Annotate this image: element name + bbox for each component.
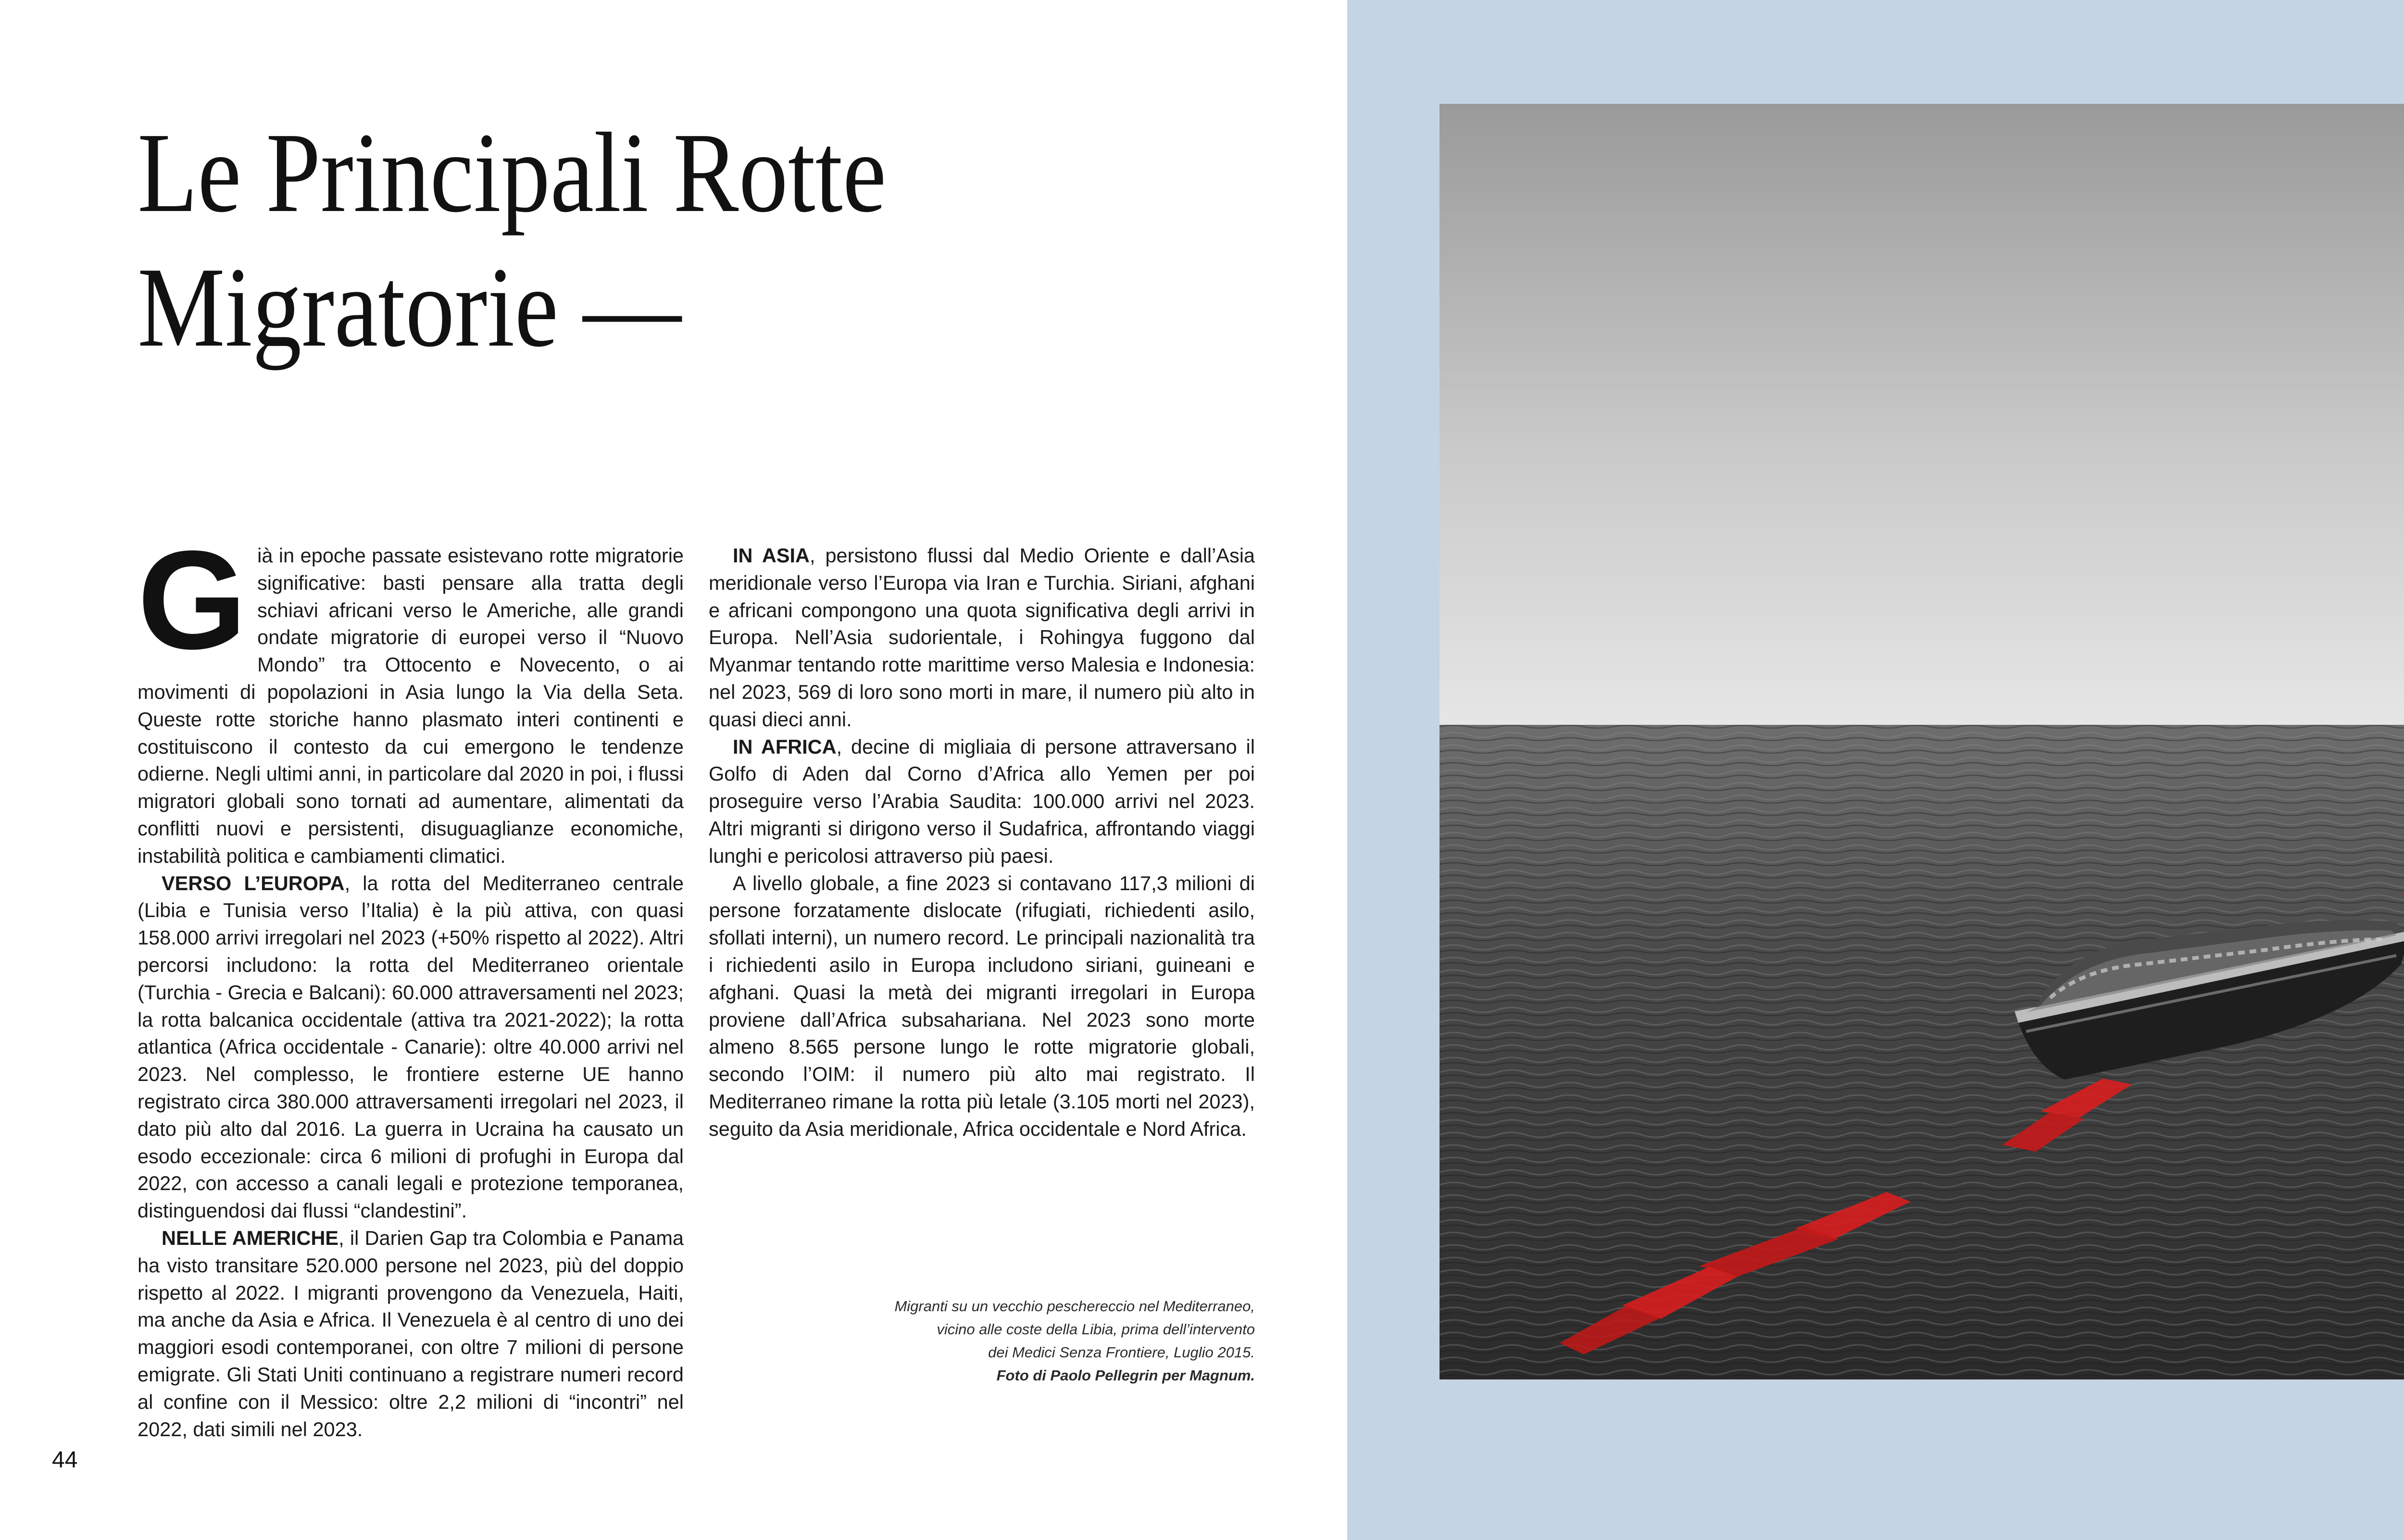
europe-text: , la rotta del Mediterraneo centrale (Libia e Tunisia verso l’Italia) è la più attiva, con quasi 158.000 arrivi irregolari nel 2023 (+50% rispetto al 2022). Altri percorsi includono: la rotta del Mediterraneo orientale (Turchia - Grecia e Balcani): 60.000 attraversamenti nel 2023; la rotta balcanica occidentale (attiva tra 2021-2022); la rotta atlantica (Africa occidentale - Canarie): oltre 40.000 arrivi nel 2023. Nel complesso, le frontiere esterne UE hanno registrato circa 380.000 attraversamenti irregolari nel 2023, il dato più alto dal 2016. La guerra in Ucraina ha causato un esodo eccezionale: circa 6 milioni di profughi in Europa dal 2022, con accesso a canali legali e protezione temporanea, distinguendosi dai flussi “clandestini”. bbox=[138, 871, 684, 1222]
sea-waves bbox=[1440, 725, 2404, 1379]
intro-text: ià in epoche passate esistevano rotte migratorie significative: basti pensare alla tratta degli schiavi africani verso le Americhe, alle grandi ondate migratorie di europei verso il “Nuovo Mondo” tra Ottocento e Novecento, o ai movimenti di popolazioni in Asia lungo la Via della Seta. Queste rotte storiche hanno plasmato interi continenti e costituiscono il contesto da cui emergono le tendenze odierne. Negli ultimi anni, in particolare dal 2020 in poi, i flussi migratori globali sono tornati ad aumentare, alimentati da conflitti nuovi e persistenti, disuguaglianze economiche, instabilità politica e cambiamenti climatici. bbox=[138, 544, 684, 867]
americas-paragraph bbox=[138, 1225, 684, 1443]
global-paragraph: A livello globale, a fine 2023 si contavano 117,3 milioni di persone forzatamente dislocate (rifugiati, richiedenti asilo, sfollati interni), un numero record. Le principali nazionalità tra i richiedenti asilo in Europa includono siriani, guineani e afghani. Quasi la metà dei migranti irregolari in Europa proviene dall’Africa subsahariana. Nel 2023 sono morte almeno 8.565 persone lungo le rotte migratorie globali, secondo l’OIM: il numero più alto mai registrato. Il Mediterraneo rimane la rotta più letale (3.105 morti nel 2023), seguito da Asia meridionale, Africa occidentale e Nord Africa. bbox=[709, 871, 1255, 1140]
asia-lead: IN ASIA bbox=[733, 544, 810, 567]
caption-line-3: dei Medici Senza Frontiere, Luglio 2015. bbox=[988, 1344, 1255, 1361]
drop-cap: G bbox=[138, 522, 247, 678]
page-number: 44 bbox=[52, 1447, 78, 1473]
europe-paragraph bbox=[138, 870, 684, 1225]
caption-line-1: Migranti su un vecchio peschereccio nel Mediterraneo, bbox=[894, 1298, 1255, 1315]
sky bbox=[1440, 104, 2404, 725]
photo-credit: Foto di Paolo Pellegrin per Magnum. bbox=[996, 1367, 1255, 1384]
europe-lead: VERSO L’EUROPA bbox=[162, 871, 345, 894]
migrant-boat-photo bbox=[1440, 104, 2404, 1379]
africa-text: , decine di migliaia di persone attraversano il Golfo di Aden dal Corno d’Africa allo Yemen per poi proseguire verso l’Arabia Saudita: 100.000 arrivi nel 2023. Altri migranti si dirigono verso il Sudafrica, affrontando viaggi lunghi e pericolosi attraverso più paesi. bbox=[709, 735, 1255, 867]
americas-text: , il Darien Gap tra Colombia e Panama ha visto transitare 520.000 persone nel 2023, più del doppio rispetto al 2022. I migranti provengono da Venezuela, Haiti, ma anche da Asia e Africa. Il Venezuela è al centro di uno dei maggiori esodi contemporanei, con oltre 7 milioni di persone emigrate. Gli Stati Uniti continuano a registrare numeri record al confine con il Messico: oltre 2,2 milioni di “incontri” nel 2022, dati simili nel 2023. bbox=[138, 1226, 684, 1441]
article-title bbox=[138, 106, 923, 375]
caption-line-2: vicino alle coste della Libia, prima dell’intervento bbox=[937, 1321, 1255, 1338]
africa-lead: IN AFRICA bbox=[733, 735, 837, 758]
photo-caption bbox=[779, 1295, 1255, 1387]
text-column-1 bbox=[138, 522, 684, 1443]
title-line-2: Migratorie — bbox=[138, 244, 682, 371]
asia-text: , persistono flussi dal Medio Oriente e dall’Asia meridionale verso l’Europa via Iran e Turchia. Siriani, afghani e africani compongono una quota significativa degli arrivi in Europa. Nell’Asia sudorientale, i Rohingya fuggono dal Myanmar tentando rotte marittime verso Malesia e Indonesia: nel 2023, 569 di loro sono morti in mare, il numero più alto in quasi dieci anni. bbox=[709, 544, 1255, 731]
intro-paragraph bbox=[138, 522, 684, 870]
photo-illustration bbox=[1440, 104, 2404, 1379]
text-column-2 bbox=[709, 542, 1255, 1143]
africa-paragraph bbox=[709, 733, 1255, 870]
asia-paragraph bbox=[709, 542, 1255, 733]
title-line-1: Le Principali Rotte bbox=[138, 110, 887, 236]
americas-lead: NELLE AMERICHE bbox=[162, 1226, 339, 1249]
